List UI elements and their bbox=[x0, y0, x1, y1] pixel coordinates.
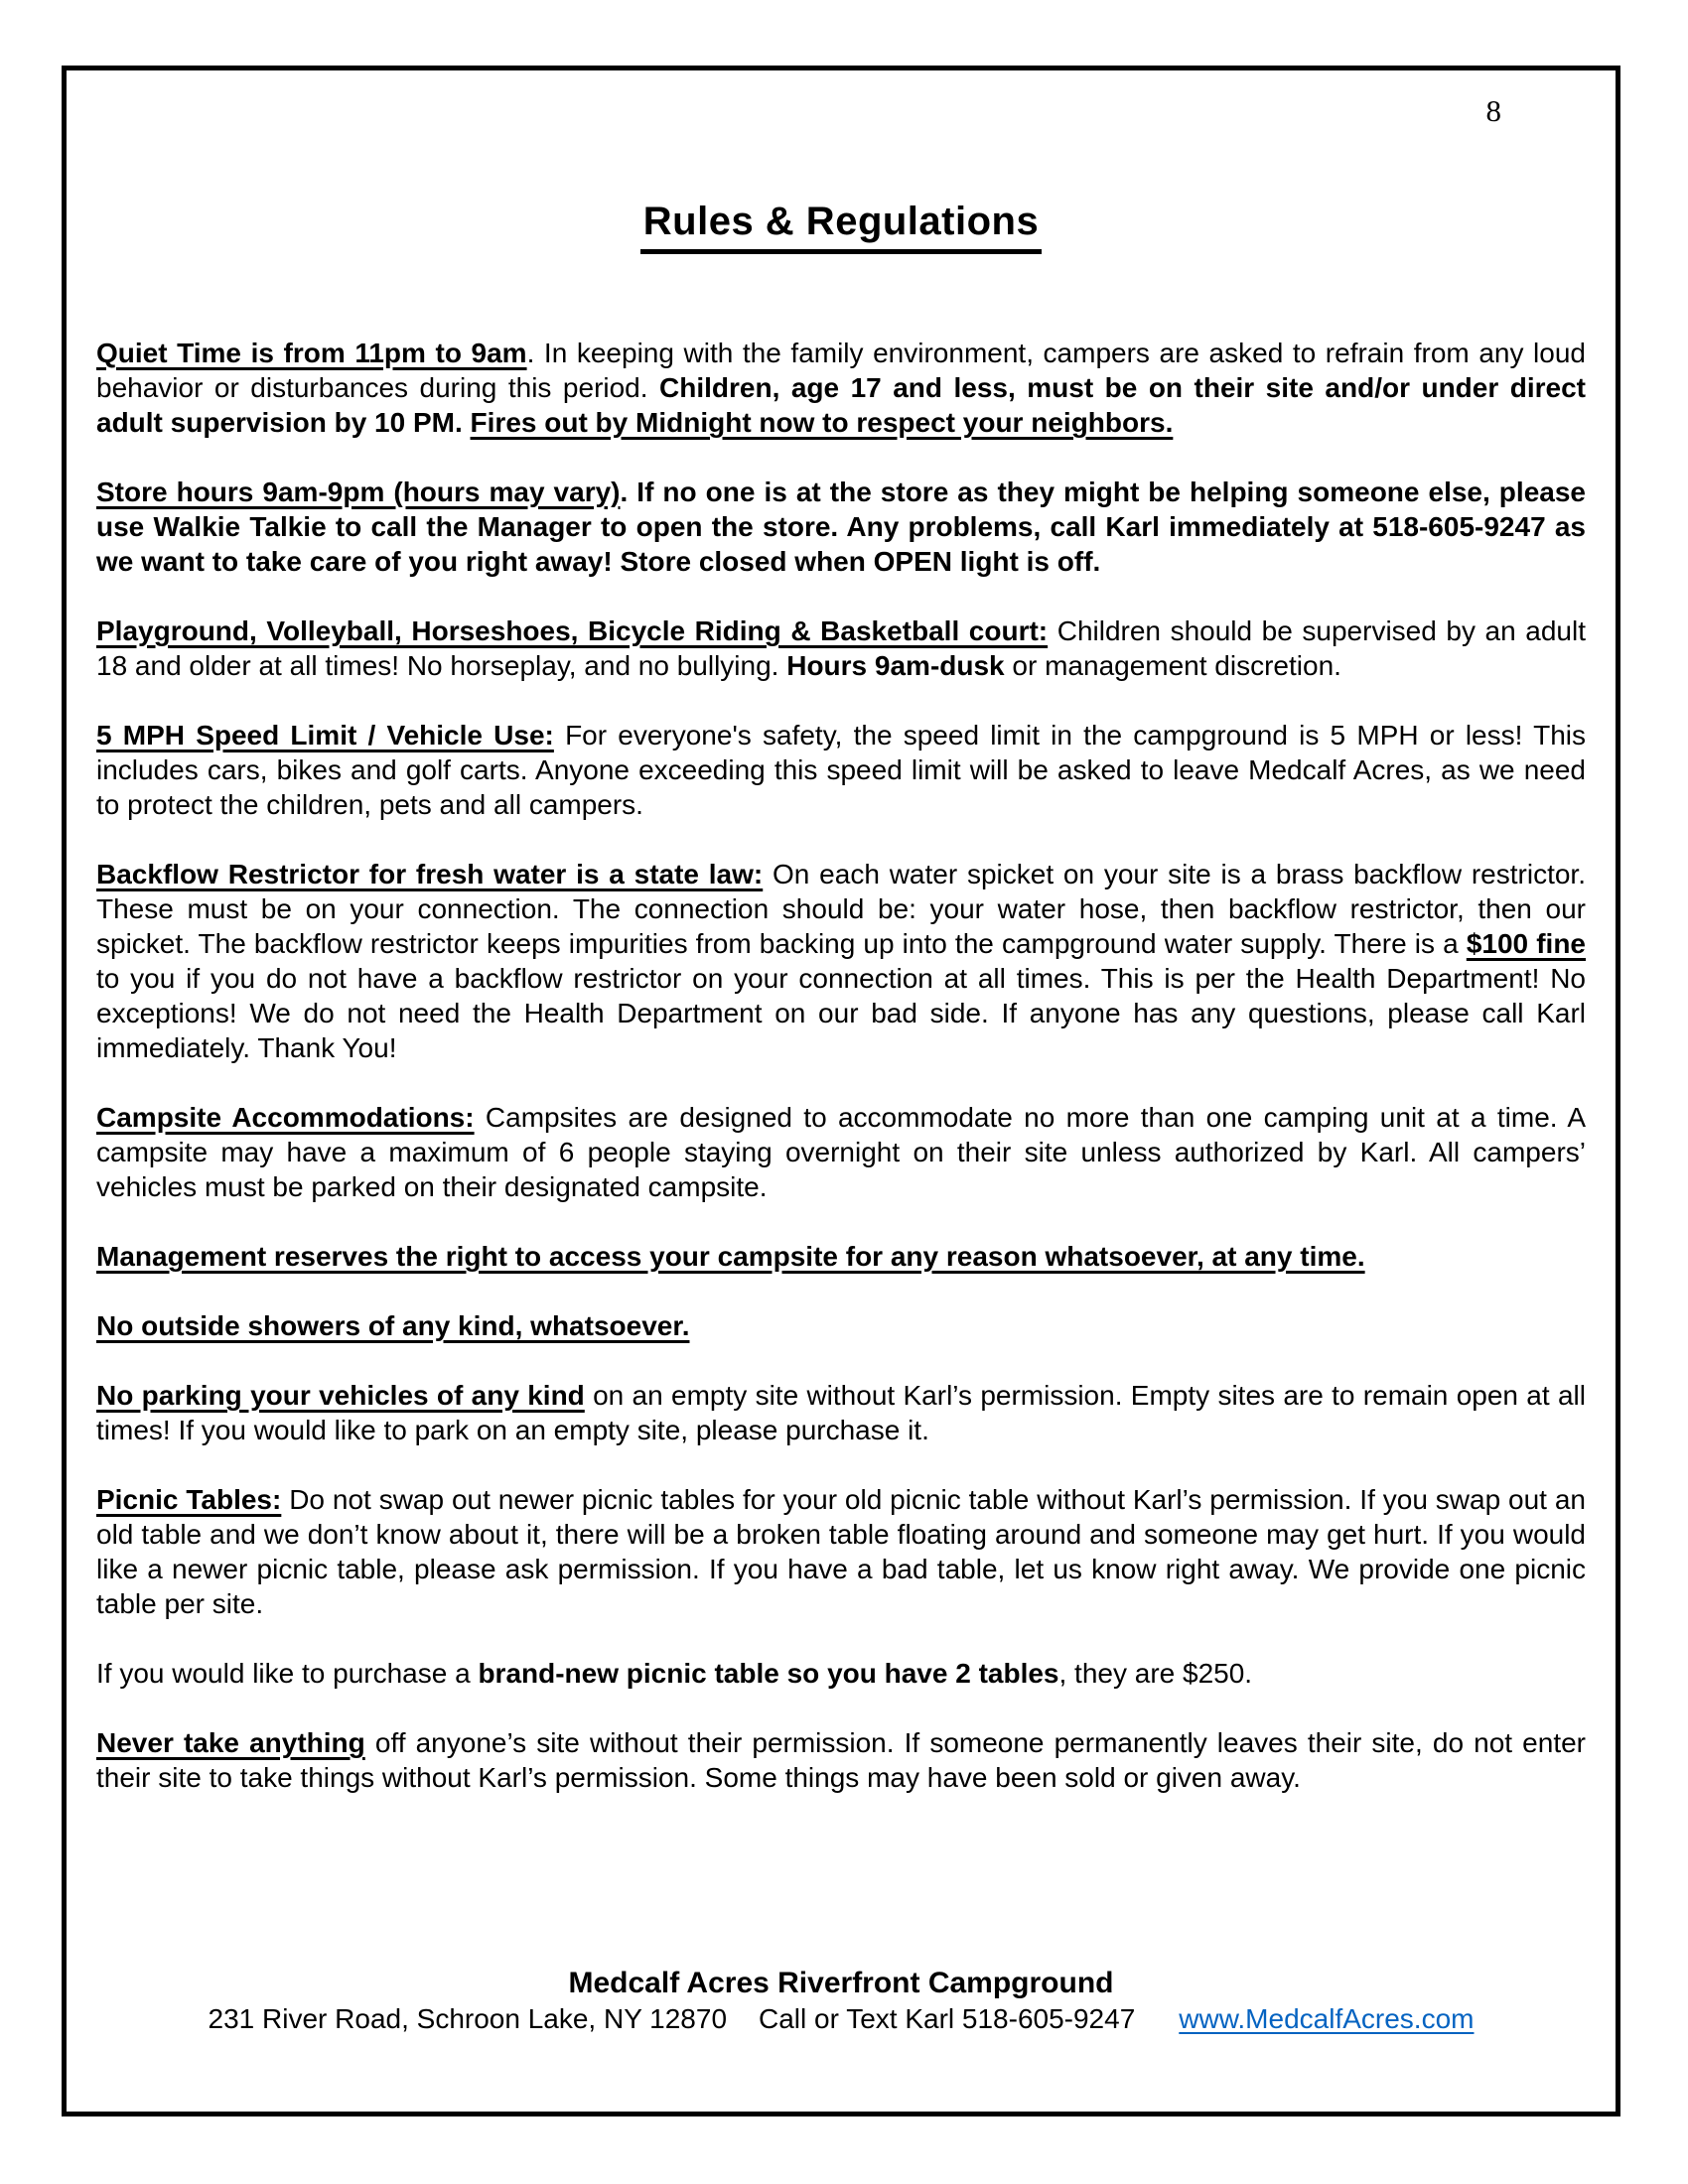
rule-heading-never-take-anything: Never take anything bbox=[96, 1727, 365, 1758]
website-link[interactable]: www.MedcalfAcres.com bbox=[1179, 2003, 1475, 2034]
rule-campsite-accommodations bbox=[96, 1100, 1586, 1204]
text-run: . If no one is at the store as they might be helping someone else, please use Walkie Talkie to call the Manager to open the store. Any problems, call Karl immediately at 518-605-9247 as we want to take care of you right away! Store closed when OPEN light is off. bbox=[96, 477, 1586, 577]
text-run: For everyone's safety, the speed limit in the campground is 5 MPH or less! This includes cars, bikes and golf carts. Anyone exceeding this speed limit will be asked to leave Medcalf Acres, as we need to protect the children, pets and all campers. bbox=[96, 720, 1586, 820]
text-run: If you would like to purchase a bbox=[96, 1658, 479, 1689]
text-run: , they are $250. bbox=[1058, 1658, 1253, 1689]
rule-speed-limit bbox=[96, 718, 1586, 822]
rule-heading-quiet-time: Quiet Time is from 11pm to 9am bbox=[96, 338, 527, 368]
rule-never-take-anything bbox=[96, 1725, 1586, 1795]
rule-picnic-table-purchase bbox=[96, 1656, 1586, 1691]
text-run: Children should be supervised by an adult 18 and older at all times! No horseplay, and no bullying. bbox=[96, 615, 1586, 681]
text-run: to you if you do not have a backflow restrictor on your connection at all times. This is per the Health Department! No exceptions! We do not need the Health Department on our bad side. If anyone has any questions, please call Karl immediately. Thank You! bbox=[96, 963, 1586, 1063]
rule-heading-campsite-accommodations: Campsite Accommodations: bbox=[96, 1102, 475, 1133]
rule-heading-store-hours: Store hours 9am-9pm (hours may vary) bbox=[96, 477, 621, 507]
rule-picnic-tables bbox=[96, 1482, 1586, 1621]
page-title: Rules & Regulations bbox=[640, 200, 1042, 254]
text-run: or management discretion. bbox=[1004, 650, 1341, 681]
page-number: 8 bbox=[1485, 93, 1501, 128]
text-run: Do not swap out newer picnic tables for your old picnic table without Karl’s permission. If you swap out an old table and we don’t know about it, there will be a broken table floating around and someone may get hurt. If you would like a newer picnic table, please ask permission. If you have a bad table, let us know right away. We provide one picnic table per site. bbox=[96, 1484, 1586, 1619]
text-run: off anyone’s site without their permission. If someone permanently leaves their site, do not enter their site to take things without Karl’s permission. Some things may have been sold or given away. bbox=[96, 1727, 1586, 1793]
rule-heading-speed-limit: 5 MPH Speed Limit / Vehicle Use: bbox=[96, 720, 554, 751]
rule-heading-playground: Playground, Volleyball, Horseshoes, Bicycle Riding & Basketball court: bbox=[96, 615, 1049, 646]
rule-quiet-time bbox=[96, 336, 1586, 440]
rule-store-hours bbox=[96, 475, 1586, 579]
text-run: Hours 9am-dusk bbox=[786, 650, 1005, 681]
rule-heading-no-parking: No parking your vehicles of any kind bbox=[96, 1380, 585, 1411]
rules-body bbox=[67, 336, 1616, 1795]
text-run: on an empty site without Karl’s permission. Empty sites are to remain open at all times! If you would like to park on an empty site, please purchase it. bbox=[96, 1380, 1586, 1445]
rule-heading-backflow: Backflow Restrictor for fresh water is a state law: bbox=[96, 859, 764, 889]
campground-name: Medcalf Acres Riverfront Campground bbox=[568, 1967, 1114, 1999]
text-run: Management reserves the right to access your campsite for any reason whatsoever, at any time. bbox=[96, 1241, 1365, 1272]
text-run: . In keeping with the family environment, campers are asked to refrain from any loud behavior or disturbances during this period. bbox=[96, 338, 1586, 403]
rule-no-outside-showers bbox=[96, 1308, 1586, 1343]
text-run: Children, age 17 and less, must be on their site and/or under direct adult supervision by 10 PM. bbox=[96, 372, 1586, 438]
text-run: On each water spicket on your site is a brass backflow restrictor. These must be on your connection. The connection should be: your water hose, then backflow restrictor, then our spicket. The backflow restrictor keeps impurities from backing up into the campground water supply. There is a bbox=[96, 859, 1586, 959]
rule-management-access bbox=[96, 1239, 1586, 1274]
rule-no-parking bbox=[96, 1378, 1586, 1447]
title-container bbox=[67, 200, 1616, 254]
fine-amount: $100 fine bbox=[1466, 928, 1586, 959]
footer-contact-line bbox=[67, 2001, 1616, 2037]
text-run: Campsites are designed to accommodate no more than one camping unit at a time. A campsite may have a maximum of 6 people staying overnight on their site unless authorized by Karl. All campers’ vehicles must be parked on their designated campsite. bbox=[96, 1102, 1587, 1202]
text-run: brand-new picnic table so you have 2 tables bbox=[478, 1658, 1059, 1689]
page-footer bbox=[67, 1966, 1616, 2037]
document-page bbox=[62, 66, 1620, 2116]
rule-heading-picnic-tables: Picnic Tables: bbox=[96, 1484, 282, 1515]
campground-address: 231 River Road, Schroon Lake, NY 12870 bbox=[208, 2003, 728, 2034]
rule-backflow bbox=[96, 857, 1586, 1065]
text-run: Fires out by Midnight now to respect your neighbors. bbox=[470, 407, 1174, 438]
text-run: No outside showers of any kind, whatsoever. bbox=[96, 1310, 690, 1341]
rule-playground bbox=[96, 614, 1586, 683]
campground-phone: Call or Text Karl 518-605-9247 bbox=[759, 2003, 1136, 2034]
